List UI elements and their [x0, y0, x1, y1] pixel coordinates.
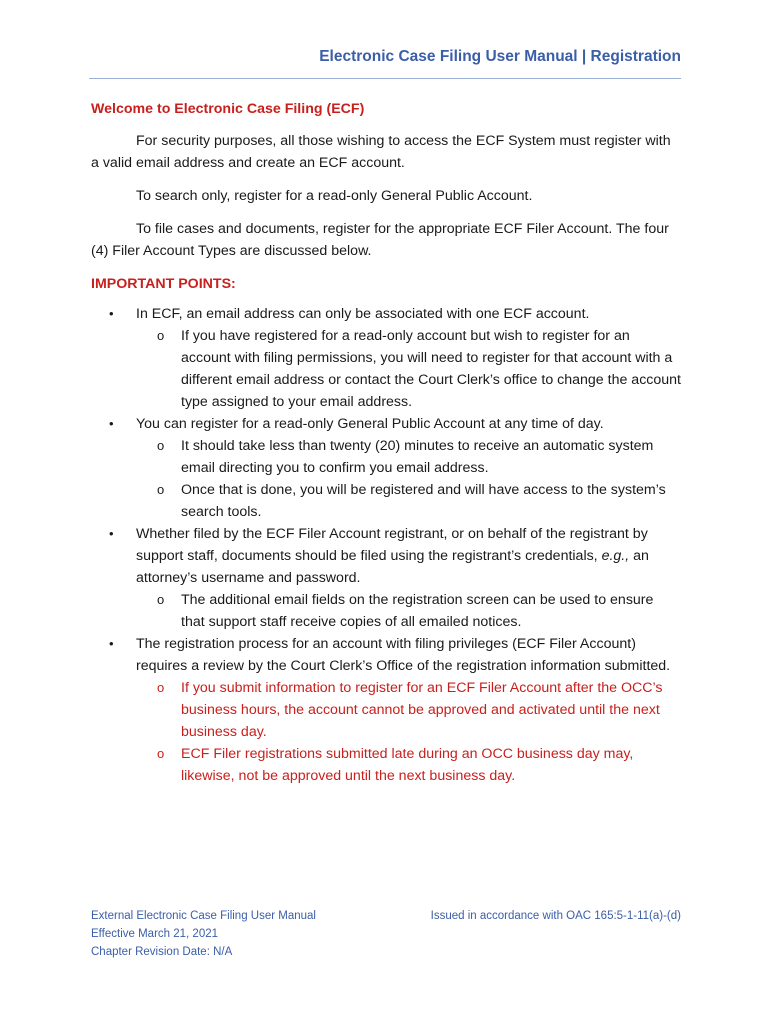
- sub-point-text: The additional email fields on the registration screen can be used to ensure that support staff receive copies of all emailed notices.: [181, 592, 654, 630]
- document-body: [91, 98, 681, 787]
- list-item: [91, 413, 681, 435]
- point-text: The registration process for an account with filing privileges (ECF Filer Account) requires a review by the Court Clerk’s Office of the registration information submitted.: [136, 636, 671, 674]
- footer-manual-name: External Electronic Case Filing User Manual: [91, 910, 316, 922]
- sub-bullet-icon: o: [157, 482, 165, 497]
- sub-point-text: If you have registered for a read-only account but wish to register for an account with filing permissions, you will need to register for that account with a different email address or contact the Court Clerk’s office to change the account type assigned to your email address.: [181, 328, 681, 410]
- sub-list-item: [91, 677, 681, 743]
- point-text-before: Whether filed by the ECF Filer Account registrant, or on behalf of the registrant by support staff, documents should be filed using the registrant’s credentials,: [136, 526, 648, 564]
- sub-bullet-icon: o: [157, 438, 165, 453]
- header-divider: [89, 78, 681, 79]
- bullet-icon: •: [109, 636, 114, 651]
- filer-account-paragraph: To file cases and documents, register for the appropriate ECF Filer Account. The four (4) Filer Account Types are discussed below.: [91, 221, 669, 259]
- bullet-icon: •: [109, 306, 114, 321]
- bullet-icon: •: [109, 416, 114, 431]
- footer-issued-note: Issued in accordance with OAC 165:5-1-11(a)-(d): [430, 910, 681, 922]
- list-item: [91, 523, 681, 589]
- list-item: [91, 303, 681, 325]
- sub-point-text: It should take less than twenty (20) minutes to receive an automatic system email directing you to confirm you email address.: [181, 438, 654, 476]
- list-item: [91, 633, 681, 677]
- sub-bullet-icon: o: [157, 328, 165, 343]
- section-title: Welcome to Electronic Case Filing (ECF): [91, 101, 365, 117]
- page-header-title: Electronic Case Filing User Manual | Registration: [319, 48, 681, 65]
- point-text-after: an attorney’s username and password.: [136, 548, 649, 586]
- sub-point-text: If you submit information to register for an ECF Filer Account after the OCC’s business hours, the account cannot be approved and activated until the next business day.: [181, 680, 663, 740]
- point-text: In ECF, an email address can only be associated with one ECF account.: [136, 306, 590, 322]
- sub-list-item: [91, 325, 681, 413]
- sub-list-item: [91, 435, 681, 479]
- footer-effective-date: Effective March 21, 2021: [91, 928, 218, 940]
- sub-bullet-icon: o: [157, 680, 165, 695]
- sub-point-text: Once that is done, you will be registered and will have access to the system’s search tools.: [181, 482, 666, 520]
- sub-list-item: [91, 479, 681, 523]
- page-footer: [91, 907, 681, 961]
- point-text-italic: e.g.,: [601, 548, 630, 564]
- sub-list-item: [91, 589, 681, 633]
- sub-bullet-icon: o: [157, 746, 165, 761]
- search-only-paragraph: To search only, register for a read-only General Public Account.: [136, 188, 533, 204]
- important-points-list: [91, 303, 681, 787]
- point-text: You can register for a read-only General Public Account at any time of day.: [136, 416, 604, 432]
- sub-point-text: ECF Filer registrations submitted late during an OCC business day may, likewise, not be approved until the next business day.: [181, 746, 634, 784]
- important-points-heading: IMPORTANT POINTS:: [91, 276, 236, 292]
- bullet-icon: •: [109, 526, 114, 541]
- intro-paragraph: For security purposes, all those wishing to access the ECF System must register with a valid email address and create an ECF account.: [91, 133, 671, 171]
- footer-revision-date: Chapter Revision Date: N/A: [91, 946, 233, 958]
- sub-list-item: [91, 743, 681, 787]
- sub-bullet-icon: o: [157, 592, 165, 607]
